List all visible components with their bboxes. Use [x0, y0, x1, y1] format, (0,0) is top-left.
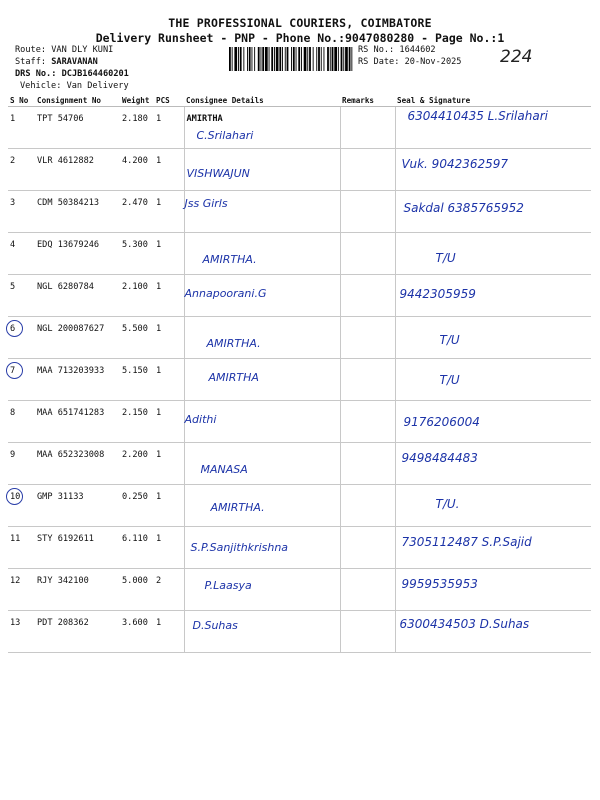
- cell-sno: [8, 233, 35, 275]
- cell-consignment-no: GMP 31133: [35, 485, 120, 527]
- sno-value: 9: [10, 450, 16, 460]
- table-row: [8, 275, 591, 317]
- barcode-bar: [321, 47, 322, 71]
- cell-remarks: [340, 527, 395, 569]
- cell-consignee: [184, 401, 340, 443]
- table-row: [8, 569, 591, 611]
- cell-consignment-no: PDT 208362: [35, 611, 120, 653]
- col-sno: S No: [8, 94, 35, 107]
- table-row: [8, 233, 591, 275]
- barcode-bar: [249, 47, 251, 71]
- barcode-bar: [338, 47, 339, 71]
- table-row: [8, 317, 591, 359]
- table-row: [8, 527, 591, 569]
- barcode-bar: [332, 47, 334, 71]
- cell-sno: [8, 611, 35, 653]
- cell-consignee: [184, 191, 340, 233]
- sno-value: 2: [10, 156, 16, 166]
- cell-signature: [395, 191, 591, 233]
- cell-consignee: [184, 275, 340, 317]
- handwritten-circle-mark: [6, 488, 23, 505]
- handwritten-signature: 9498484483: [401, 451, 478, 465]
- handwritten-signature: 9176206004: [403, 415, 480, 429]
- handwritten-consignee: AMIRTHA.: [210, 501, 265, 514]
- handwritten-circle-mark: [6, 362, 23, 379]
- barcode-bar: [240, 47, 242, 71]
- cell-sno: [8, 359, 35, 401]
- cell-signature: [395, 569, 591, 611]
- cell-sno: [8, 149, 35, 191]
- barcode-bar: [282, 47, 283, 71]
- consignee-printed: AMIRTHA: [186, 114, 223, 124]
- table-row: [8, 611, 591, 653]
- handwritten-signature: 9442305959: [399, 287, 476, 301]
- barcode-bar: [304, 47, 307, 71]
- cell-sno: [8, 401, 35, 443]
- table-row: [8, 443, 591, 485]
- handwritten-consignee: Annapoorani.G: [184, 287, 267, 300]
- barcode-bar: [269, 47, 270, 71]
- col-consignee: Consignee Details: [184, 94, 340, 107]
- sno-wrap: [10, 492, 20, 502]
- handwritten-consignee: D.Suhas: [192, 619, 238, 632]
- table-row: [8, 359, 591, 401]
- cell-pcs: 1: [154, 275, 184, 317]
- cell-sno: [8, 569, 35, 611]
- barcode-bar: [343, 47, 344, 71]
- cell-consignment-no: MAA 713203933: [35, 359, 120, 401]
- sno-value: 10: [10, 492, 21, 502]
- cell-consignee: [184, 611, 340, 653]
- barcode-bar: [243, 47, 244, 71]
- cell-sno: [8, 275, 35, 317]
- cell-pcs: 1: [154, 317, 184, 359]
- cell-consignee: [184, 149, 340, 191]
- cell-remarks: [340, 485, 395, 527]
- col-consignment: Consignment No: [35, 94, 120, 107]
- handwritten-signature: 9959535953: [401, 577, 478, 591]
- cell-remarks: [340, 191, 395, 233]
- sno-value: 11: [10, 534, 21, 544]
- sno-value: 8: [10, 408, 16, 418]
- cell-remarks: [340, 107, 395, 149]
- handwritten-signature: Sakdal 6385765952: [403, 201, 524, 215]
- cell-consignment-no: NGL 6280784: [35, 275, 120, 317]
- sno-value: 1: [10, 114, 16, 124]
- cell-consignee: [184, 569, 340, 611]
- staff-value: SARAVANAN: [51, 57, 98, 67]
- handwritten-circle-mark: [6, 320, 23, 337]
- cell-consignee: [184, 317, 340, 359]
- drs-value: DCJB164460201: [61, 69, 129, 79]
- cell-sno: [8, 317, 35, 359]
- cell-weight: 5.000: [120, 569, 154, 611]
- cell-signature: [395, 401, 591, 443]
- barcode-bar: [324, 47, 325, 71]
- cell-remarks: [340, 317, 395, 359]
- cell-weight: 2.470: [120, 191, 154, 233]
- barcode-bar: [234, 47, 237, 71]
- barcode-bar: [238, 47, 239, 71]
- sno-value: 5: [10, 282, 16, 292]
- handwritten-consignee: MANASA: [200, 463, 248, 476]
- cell-weight: 2.200: [120, 443, 154, 485]
- cell-weight: 4.200: [120, 149, 154, 191]
- cell-pcs: 1: [154, 191, 184, 233]
- table-row: [8, 149, 591, 191]
- sno-wrap: [10, 282, 15, 292]
- cell-consignment-no: MAA 651741283: [35, 401, 120, 443]
- barcode-bar: [261, 47, 262, 71]
- cell-consignee: [184, 485, 340, 527]
- cell-pcs: 1: [154, 611, 184, 653]
- cell-weight: 6.110: [120, 527, 154, 569]
- barcode-bar: [279, 47, 281, 71]
- handwritten-consignee: S.P.Sanjithkrishna: [190, 541, 289, 554]
- barcode-bar: [265, 47, 268, 71]
- cell-remarks: [340, 569, 395, 611]
- cell-weight: 3.600: [120, 611, 154, 653]
- col-remarks: Remarks: [340, 94, 395, 107]
- cell-sno: [8, 191, 35, 233]
- cell-remarks: [340, 149, 395, 191]
- barcode-bar: [327, 47, 329, 71]
- cell-weight: 2.180: [120, 107, 154, 149]
- handwritten-signature: 7305112487 S.P.Sajid: [401, 535, 532, 549]
- cell-consignment-no: TPT 54706: [35, 107, 120, 149]
- staff-row: [15, 57, 98, 67]
- runsheet-table: [8, 94, 591, 653]
- drs-row: [15, 69, 129, 79]
- cell-weight: 2.100: [120, 275, 154, 317]
- document-subtitle: Delivery Runsheet - PNP - Phone No.:9047080280 - Page No.:1: [95, 31, 505, 45]
- handwritten-consignee: C.Srilahari: [196, 129, 254, 142]
- cell-consignment-no: STY 6192611: [35, 527, 120, 569]
- cell-signature: [395, 527, 591, 569]
- table-row: [8, 191, 591, 233]
- barcode-bar: [258, 47, 260, 71]
- rs-date-label: RS Date: 20-Nov-2025: [358, 57, 462, 67]
- cell-consignee: [184, 233, 340, 275]
- barcode-bar: [252, 47, 253, 71]
- handwritten-consignee: Jss Girls: [184, 197, 228, 210]
- sno-value: 3: [10, 198, 16, 208]
- handwritten-rs-number: 224: [500, 47, 533, 67]
- sno-wrap: [10, 366, 15, 376]
- cell-pcs: 1: [154, 149, 184, 191]
- sno-wrap: [10, 450, 15, 460]
- sno-wrap: [10, 198, 15, 208]
- barcode-bar: [318, 47, 320, 71]
- cell-consignee: [184, 527, 340, 569]
- cell-pcs: 1: [154, 359, 184, 401]
- cell-consignment-no: VLR 4612882: [35, 149, 120, 191]
- barcode-bar: [345, 47, 348, 71]
- col-weight: Weight: [120, 94, 154, 107]
- document-title: THE PROFESSIONAL COURIERS, COIMBATORE: [168, 16, 432, 30]
- barcode-bar: [262, 47, 264, 71]
- cell-pcs: 1: [154, 443, 184, 485]
- sno-value: 7: [10, 366, 16, 376]
- cell-signature: [395, 317, 591, 359]
- cell-remarks: [340, 275, 395, 317]
- barcode-bar: [330, 47, 331, 71]
- cell-sno: [8, 443, 35, 485]
- col-signature: Seal & Signature: [395, 94, 591, 107]
- rs-no-label: RS No.: 1644602: [358, 45, 436, 55]
- cell-remarks: [340, 401, 395, 443]
- handwritten-consignee: AMIRTHA.: [202, 253, 257, 266]
- barcode-bar: [301, 47, 302, 71]
- barcode-bar: [349, 47, 351, 71]
- barcode-bar: [351, 47, 352, 71]
- barcode-bar: [298, 47, 300, 71]
- sno-wrap: [10, 114, 15, 124]
- cell-sno: [8, 485, 35, 527]
- route-label: Route: VAN DLY KUNI: [15, 45, 114, 55]
- handwritten-consignee: AMIRTHA.: [206, 337, 261, 350]
- cell-sno: [8, 527, 35, 569]
- sno-wrap: [10, 156, 15, 166]
- barcode-bar: [232, 47, 233, 71]
- cell-consignment-no: RJY 342100: [35, 569, 120, 611]
- sno-value: 12: [10, 576, 21, 586]
- barcode-bar: [313, 47, 314, 71]
- table-header-row: [8, 94, 591, 107]
- handwritten-signature: 6300434503 D.Suhas: [399, 617, 530, 631]
- barcode-bar: [247, 47, 248, 71]
- table-row: [8, 485, 591, 527]
- cell-weight: 5.150: [120, 359, 154, 401]
- col-pcs: PCS: [154, 94, 184, 107]
- cell-signature: [395, 107, 591, 149]
- cell-pcs: 1: [154, 107, 184, 149]
- drs-label: DRS No.:: [15, 69, 57, 79]
- cell-consignment-no: MAA 652323008: [35, 443, 120, 485]
- barcode: [229, 47, 354, 71]
- cell-consignment-no: CDM 50384213: [35, 191, 120, 233]
- cell-signature: [395, 275, 591, 317]
- handwritten-signature: T/U.: [435, 497, 460, 511]
- cell-consignee: [184, 107, 340, 149]
- cell-pcs: 1: [154, 527, 184, 569]
- cell-consignment-no: EDQ 13679246: [35, 233, 120, 275]
- cell-weight: 0.250: [120, 485, 154, 527]
- cell-remarks: [340, 611, 395, 653]
- barcode-bar: [307, 47, 308, 71]
- barcode-bar: [285, 47, 286, 71]
- handwritten-consignee: Adithi: [184, 413, 217, 426]
- barcode-bar: [316, 47, 317, 71]
- sno-value: 6: [10, 324, 16, 334]
- cell-consignee: [184, 443, 340, 485]
- cell-signature: [395, 233, 591, 275]
- cell-remarks: [340, 233, 395, 275]
- handwritten-consignee: P.Laasya: [204, 579, 252, 592]
- barcode-bar: [287, 47, 289, 71]
- barcode-bar: [271, 47, 273, 71]
- sno-wrap: [10, 576, 20, 586]
- sno-wrap: [10, 534, 20, 544]
- cell-remarks: [340, 359, 395, 401]
- cell-pcs: 2: [154, 569, 184, 611]
- sno-wrap: [10, 618, 20, 628]
- barcode-bar: [291, 47, 292, 71]
- table-row: [8, 107, 591, 149]
- barcode-bar: [293, 47, 295, 71]
- handwritten-signature: T/U: [435, 251, 456, 265]
- cell-pcs: 1: [154, 233, 184, 275]
- barcode-bar: [276, 47, 279, 71]
- cell-remarks: [340, 443, 395, 485]
- table-row: [8, 401, 591, 443]
- cell-signature: [395, 443, 591, 485]
- cell-weight: 2.150: [120, 401, 154, 443]
- barcode-bar: [334, 47, 337, 71]
- cell-signature: [395, 359, 591, 401]
- barcode-bar: [229, 47, 231, 71]
- sno-wrap: [10, 408, 15, 418]
- handwritten-consignee: AMIRTHA: [208, 371, 259, 384]
- staff-label: Staff:: [15, 57, 47, 67]
- sno-value: 4: [10, 240, 16, 250]
- cell-signature: [395, 149, 591, 191]
- handwritten-signature: T/U: [439, 373, 460, 387]
- cell-consignee: [184, 359, 340, 401]
- cell-signature: [395, 485, 591, 527]
- cell-sno: [8, 107, 35, 149]
- cell-weight: 5.300: [120, 233, 154, 275]
- barcode-bar: [296, 47, 297, 71]
- barcode-bar: [341, 47, 343, 71]
- handwritten-consignee: VISHWAJUN: [186, 167, 250, 180]
- handwritten-signature: Vuk. 9042362597: [401, 157, 509, 171]
- handwritten-signature: 6304410435 L.Srilahari: [407, 109, 548, 123]
- cell-consignment-no: NGL 200087627: [35, 317, 120, 359]
- sno-wrap: [10, 324, 15, 334]
- barcode-bar: [254, 47, 255, 71]
- sno-value: 13: [10, 618, 21, 628]
- cell-weight: 5.500: [120, 317, 154, 359]
- vehicle-label: Vehicle: Van Delivery: [20, 81, 129, 91]
- handwritten-signature: T/U: [439, 333, 460, 347]
- cell-signature: [395, 611, 591, 653]
- barcode-bar: [309, 47, 311, 71]
- barcode-bar: [274, 47, 275, 71]
- cell-pcs: 1: [154, 401, 184, 443]
- cell-pcs: 1: [154, 485, 184, 527]
- sno-wrap: [10, 240, 15, 250]
